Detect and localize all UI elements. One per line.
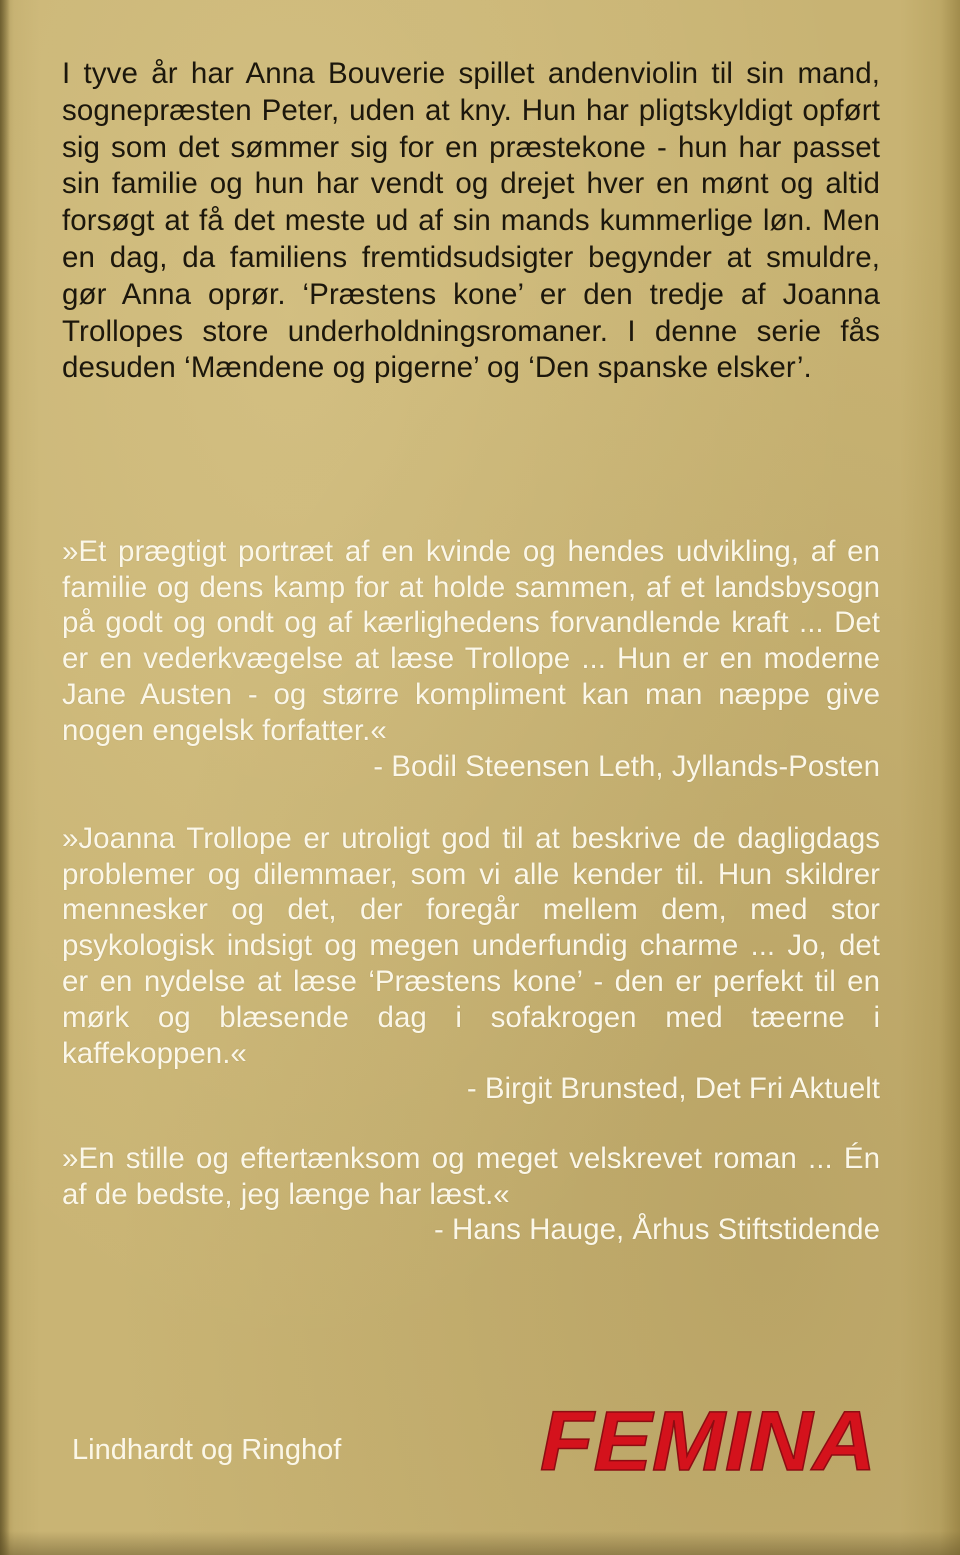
review-quote-2-text: »Joanna Trollope er utroligt god til at beskrive de dagligdags problemer og dilemmaer, som vi alle kender til. Hun skildrer mennesker og det, der foregår mellem dem, med stor psykologisk indsigt og megen underfundig charme ... Jo, det er en nydelse at læse ‘Præstens kone’ - den er perfekt til en mørk og blæsende dag i sofakrogen med tæerne i kaffekoppen.«	[62, 821, 880, 1070]
blurb-text: I tyve år har Anna Bouverie spillet andenviolin til sin mand, sognepræsten Peter, uden at kny. Hun har pligtskyldigt opført sig som det sømmer sig for en præstekone - hun har passet sin familie og hun har vendt og drejet hver en mønt og altid forsøgt at få det meste ud af sin mands kummerlige løn. Men en dag, da familiens fremtidsudsigter begynder at smuldre, gør Anna oprør. ‘Præstens kone’ er den tredje af Joanna Trollopes store underholdningsromaner. I denne serie fås desuden ‘Mændene og pigerne’ og ‘Den spanske elsker’.	[62, 57, 880, 385]
cover-bottom-edge	[0, 1531, 960, 1555]
review-quote-3-attribution: - Hans Hauge, Århus Stiftstidende	[433, 1213, 880, 1247]
review-quote-1-text: »Et prægtigt portræt af en kvinde og hendes udvikling, af en familie og dens kamp for at holde sammen, af et landsbysogn på godt og ondt og af kærlighedens forvandlende kraft ... Det er en vederkvægelse at læse Trollope ... Hun er en moderne Jane Austen - og større kompliment kan man næppe give nogen engelsk forfatter.«	[62, 534, 880, 747]
review-quote-3-text: »En stille og eftertænksom og meget velskrevet roman ... Én af de bedste, jeg længe har læst.«	[62, 1141, 880, 1211]
femina-logo-text: FEMINA	[540, 1394, 876, 1482]
review-quote-1	[62, 498, 880, 784]
spine-shadow	[0, 0, 10, 1555]
review-quote-2	[62, 785, 880, 1143]
femina-logo	[534, 1392, 884, 1482]
review-quote-3	[62, 1105, 880, 1284]
publisher-name: Lindhardt og Ringhof	[72, 1434, 342, 1466]
review-quote-2-attribution: - Birgit Brunsted, Det Fri Aktuelt	[466, 1072, 880, 1106]
review-quote-1-attribution: - Bodil Steensen Leth, Jyllands-Posten	[373, 749, 880, 783]
